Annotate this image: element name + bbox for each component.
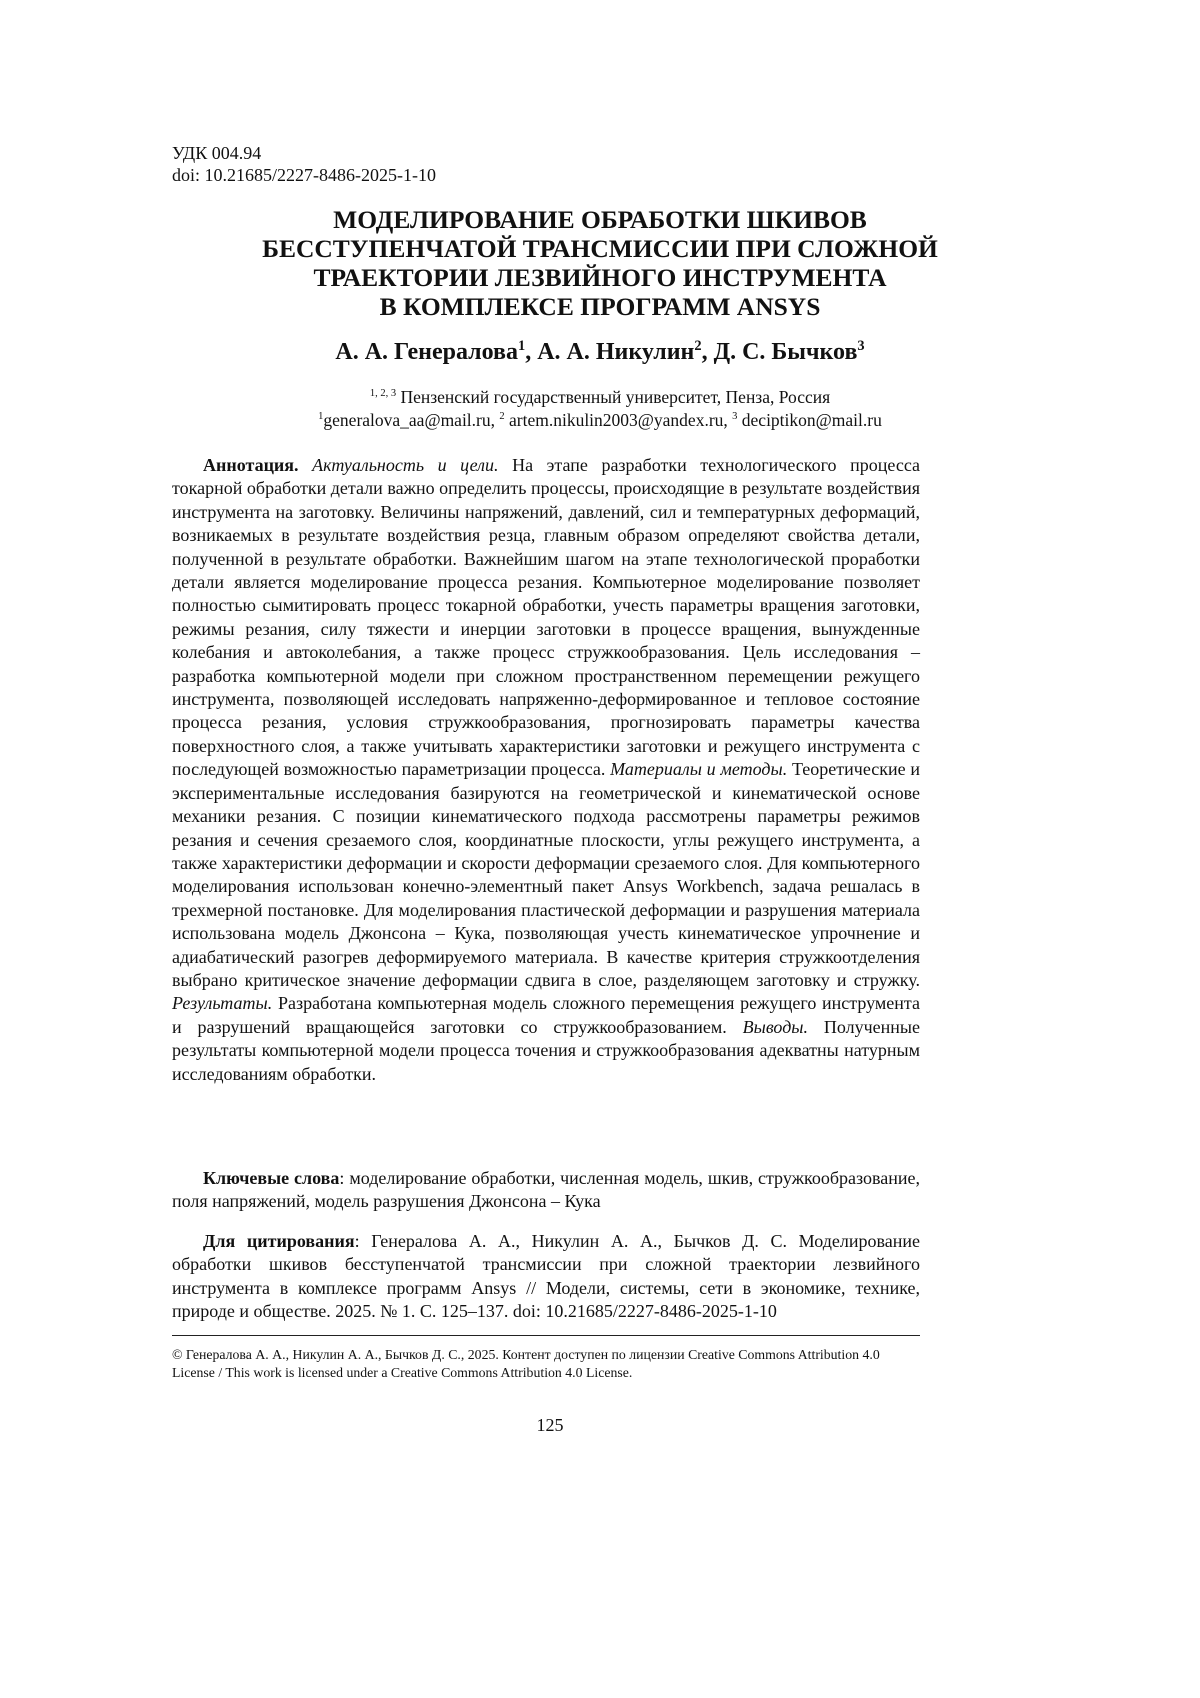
email-mark: 3 xyxy=(732,411,738,423)
author-affiliation-mark: 3 xyxy=(857,338,865,354)
keywords-label: Ключевые слова xyxy=(203,1168,340,1188)
abstract-results-text: Разработана компьютерная модель сложного перемещения режущего инструмента и разрушений вращающейся заготовки со стружкообразованием. xyxy=(172,993,920,1037)
author-separator: , xyxy=(525,339,538,365)
abstract xyxy=(172,454,920,1086)
author-name: А. А. Генералова xyxy=(335,339,518,365)
abstract-methods-text: Теоретические и экспериментальные исследования базируются на геометрической и кинематической основе механики резания. С позиции кинематического подхода рассмотрены параметры режимов резания и сечения срезаемого слоя, координатные плоскости, углы режущего инструмента, а также характеристики деформации и скорости деформации срезаемого слоя. Для компьютерного моделирования использован конечно-элементный пакет Ansys Workbench, задача решалась в трехмерной постановке. Для моделирования пластической деформации и разрушения материала использована модель Джонсона – Кука, позволяющая учесть кинематическое упрочнение и адиабатический разогрев деформируемого материала. В качестве критерия стружкоотделения выбрано критическое значение деформации сдвига в слое, разделяющем заготовку и стружку. xyxy=(172,759,920,990)
keywords-text: : моделирование обработки, численная модель, шкив, стружкообразование, поля напряжений, модель разрушения Джонсона – Кука xyxy=(172,1168,921,1212)
article-title xyxy=(150,205,1050,321)
footnote-divider xyxy=(172,1335,920,1336)
email-separator: , xyxy=(723,410,733,430)
abstract-label: Аннотация. xyxy=(203,455,299,475)
author-affiliation-mark: 1 xyxy=(517,338,526,354)
abstract-methods-label: Материалы и методы. xyxy=(610,759,788,780)
author-email[interactable]: artem.nikulin2003@yandex.ru xyxy=(509,410,724,430)
license-note: © Генералова А. А., Никулин А. А., Бычков Д. С., 2025. Контент доступен по лицензии Creative Commons Attribution 4.0 License / This work is licensed under a Creative Commons Attribution 4.0 License. xyxy=(172,1347,880,1380)
author-name: А. А. Никулин xyxy=(537,339,695,365)
email-mark: 1 xyxy=(318,411,324,423)
citation-label: Для цитирования xyxy=(203,1231,355,1251)
abstract-goals-text: На этапе разработки технологического процесса токарной обработки детали важно определить процессы, происходящие в результате воздействия инструмента на заготовку. Величины напряжений, давлений, сил и температурных деформаций, возникаемых в результате воздействия резца, главным образом определяют свойства детали, полученной в результате обработки. Важнейшим шагом на этапе технологической проработки детали является моделирование процесса резания. Компьютерное моделирование позволяет полностью сымитировать процесс токарной обработки, учесть параметры вращения заготовки, режимы резания, силу тяжести и инерции заготовки в процессе вращения, вынужденные колебания и автоколебания, а также процесс стружкообразования. Цель исследования – разработка компьютерной модели при сложном пространственном перемещении режущего инструмента, позволяющей исследовать напряженно-деформированное и тепловое состояние процесса резания, условия стружкообразования, прогнозировать параметры качества поверхностного слоя, а также учитывать характеристики заготовки и режущего инструмента с последующей возможностью параметризации процесса. xyxy=(172,455,921,780)
citation-text: : Генералова А. А., Никулин А. А., Бычков Д. С. Моделирование обработки шкивов бесступенчатой трансмиссии при сложной траектории лезвийного инструмента в комплексе программ Ansys // Модели, системы, сети в экономике, технике, природе и обществе. 2025. № 1. С. 125–137. doi: 10.21685/2227-8486-2025-1-10 xyxy=(172,1231,920,1322)
author-email[interactable]: deciptikon@mail.ru xyxy=(741,410,882,430)
affiliation-block xyxy=(150,386,1050,432)
author-name: Д. С. Бычков xyxy=(713,339,858,365)
abstract-conclusions-text: Полученные результаты компьютерной модели процесса точения и стружкообразования адекватны натурным исследованиям обработки. xyxy=(172,1016,921,1084)
abstract-conclusions-label: Выводы. xyxy=(742,1016,808,1037)
title-line: БЕССТУПЕНЧАТОЙ ТРАНСМИССИИ ПРИ СЛОЖНОЙ xyxy=(262,234,938,263)
author-email[interactable]: generalova_aa@mail.ru xyxy=(323,410,491,430)
doi-line: doi: 10.21685/2227-8486-2025-1-10 xyxy=(172,165,436,185)
title-line: ТРАЕКТОРИИ ЛЕЗВИЙНОГО ИНСТРУМЕНТА xyxy=(313,263,887,292)
abstract-goals-label: Актуальность и цели. xyxy=(312,455,499,475)
email-separator: , xyxy=(490,410,500,430)
citation xyxy=(172,1230,920,1324)
title-line: МОДЕЛИРОВАНИЕ ОБРАБОТКИ ШКИВОВ xyxy=(333,205,867,234)
keywords xyxy=(172,1167,920,1214)
affiliation-text: Пензенский государственный университет, Пенза, Россия xyxy=(400,387,831,407)
affiliation-mark: 1, 2, 3 xyxy=(369,388,397,400)
author-list xyxy=(150,337,1050,367)
title-line: В КОМПЛЕКСЕ ПРОГРАММ ANSYS xyxy=(379,292,821,321)
author-affiliation-mark: 2 xyxy=(694,338,702,354)
author-separator: , xyxy=(701,339,714,365)
email-mark: 2 xyxy=(499,411,505,423)
abstract-results-label: Результаты. xyxy=(172,993,273,1014)
udk-code: УДК 004.94 xyxy=(172,143,262,163)
affiliation-line xyxy=(150,386,1050,409)
page-number: 125 xyxy=(536,1415,564,1435)
email-line xyxy=(150,409,1050,432)
